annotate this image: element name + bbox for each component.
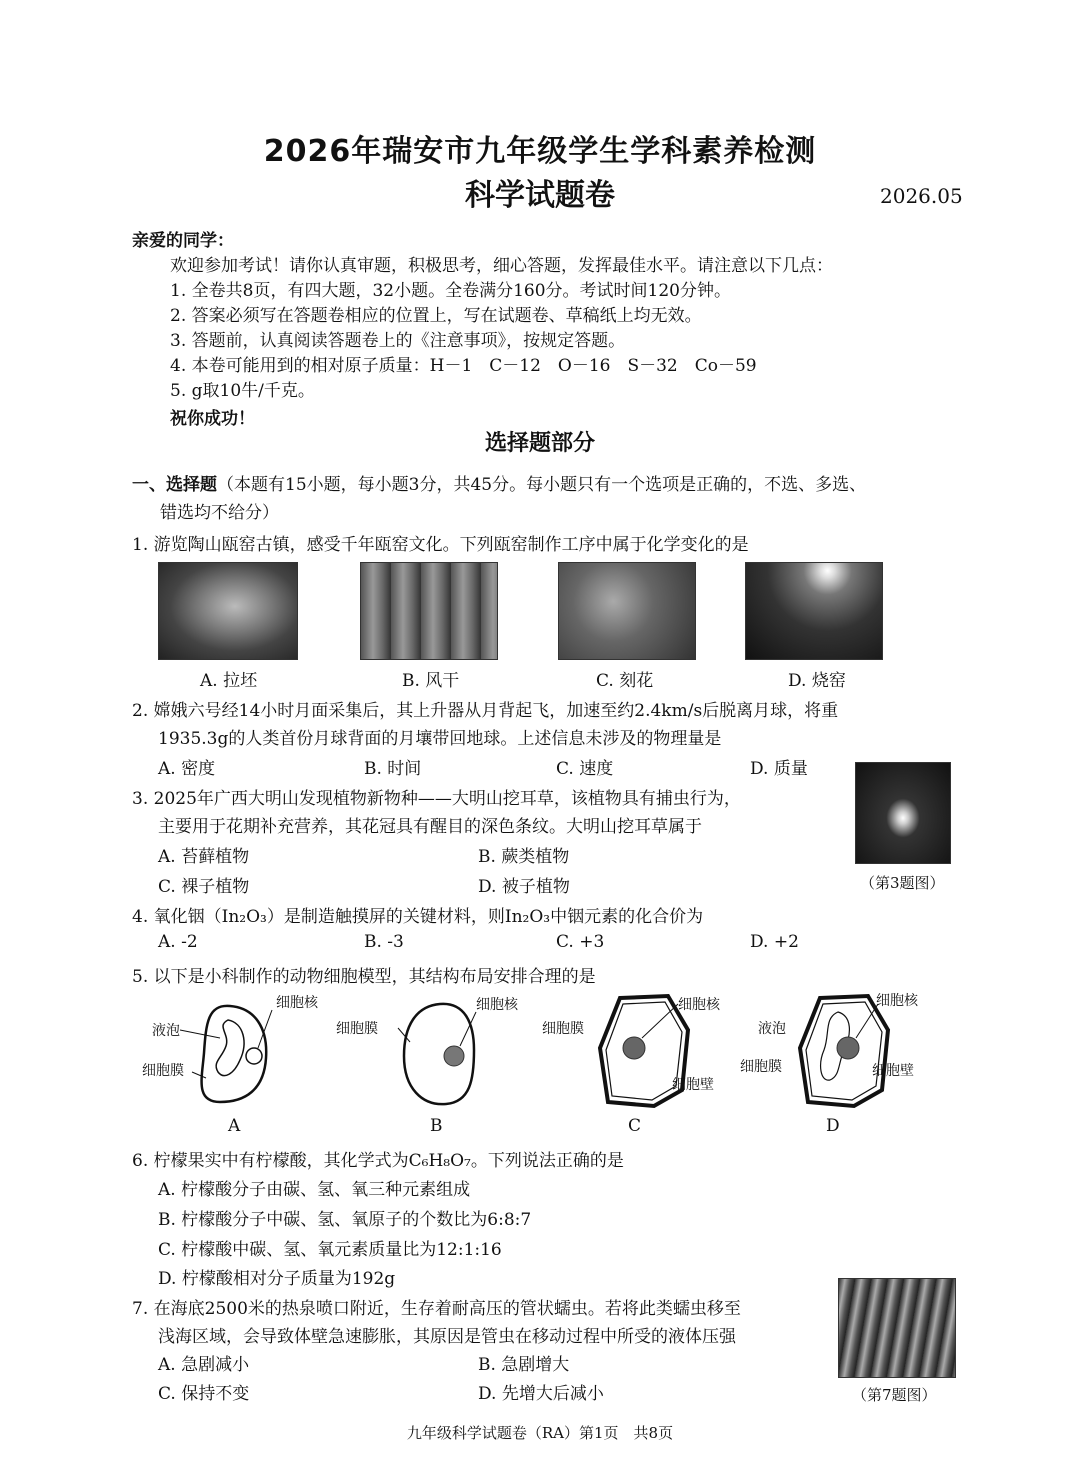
q2-stem-1: 2. 嫦娥六号经14小时月面采集后，其上升器从月背起飞，加速至约2.4km/s后脱离月球，将重 — [132, 701, 839, 721]
q1-photo-c — [558, 562, 696, 660]
q7-option-d: D. 先增大后减小 — [478, 1384, 604, 1404]
q4-stem: 4. 氧化铟（In₂O₃）是制造触摸屏的关键材料，则In₂O₃中铟元素的化合价为 — [132, 907, 704, 927]
q6-option-c: C. 柠檬酸中碳、氢、氧元素质量比为12:1:16 — [158, 1240, 502, 1260]
q7-option-a: A. 急剧减小 — [158, 1355, 250, 1375]
part1-desc-cont: 错选均不给分） — [160, 503, 279, 523]
note-4: 4. 本卷可能用到的相对原子质量：H－1 C－12 O－16 S－32 Co－59 — [170, 356, 757, 376]
q4-option-a: A. -2 — [158, 932, 198, 952]
q3-figure-caption: （第3题图） — [860, 874, 945, 892]
q1-photo-d — [745, 562, 883, 660]
q2-stem-2: 1935.3g的人类首份月球背面的月壤带回地球。上述信息未涉及的物理量是 — [158, 729, 722, 749]
part1-desc: （本题有15小题，每小题3分，共45分。每小题只有一个选项是正确的，不选、多选、 — [217, 475, 867, 495]
page-footer: 九年级科学试题卷（RA）第1页 共8页 — [406, 1424, 674, 1442]
q1-photo-a — [158, 562, 298, 660]
q5-b-label-membrane: 细胞膜 — [336, 1021, 378, 1037]
q5-d-label-wall: 细胞壁 — [872, 1063, 914, 1079]
q5-option-a: A — [228, 1116, 241, 1136]
q6-stem: 6. 柠檬果实中有柠檬酸，其化学式为C₆H₈O₇。下列说法正确的是 — [132, 1151, 624, 1171]
q6-option-b: B. 柠檬酸分子中碳、氢、氧原子的个数比为6:8:7 — [158, 1210, 532, 1230]
q2-option-d: D. 质量 — [750, 759, 808, 779]
q3-stem-2: 主要用于花期补充营养，其花冠具有醒目的深色条纹。大明山挖耳草属于 — [158, 817, 702, 837]
note-2: 2. 答案必须写在答题卷相应的位置上，写在试题卷、草稿纸上均无效。 — [170, 306, 702, 326]
q2-option-a: A. 密度 — [158, 759, 216, 779]
q1-option-a: A. 拉坯 — [200, 671, 258, 691]
intro-text: 欢迎参加考试！请你认真审题，积极思考，细心答题，发挥最佳水平。请注意以下几点： — [170, 256, 833, 276]
q5-a-label-membrane: 细胞膜 — [142, 1063, 184, 1079]
q2-option-c: C. 速度 — [556, 759, 614, 779]
q5-a-label-nucleus: 细胞核 — [276, 995, 318, 1011]
q5-d-label-nucleus: 细胞核 — [876, 993, 918, 1009]
q1-photo-b — [360, 562, 498, 660]
q5-cell-b-diagram — [390, 998, 510, 1110]
exam-subtitle: 科学试题卷 — [465, 178, 615, 213]
q5-c-label-membrane: 细胞膜 — [542, 1021, 584, 1037]
q5-a-label-vacuole: 液泡 — [152, 1023, 180, 1039]
q7-figure-photo — [838, 1278, 956, 1378]
part1-heading-row — [132, 470, 866, 495]
q5-option-c: C — [628, 1116, 642, 1136]
q5-option-b: B — [430, 1116, 443, 1136]
greeting: 亲爱的同学： — [132, 231, 234, 251]
note-5: 5. g取10牛/千克。 — [170, 381, 315, 401]
q3-option-b: B. 蕨类植物 — [478, 847, 570, 867]
q7-option-b: B. 急剧增大 — [478, 1355, 570, 1375]
q4-option-c: C. +3 — [556, 932, 605, 952]
q5-b-label-nucleus: 细胞核 — [476, 997, 518, 1013]
q2-option-b: B. 时间 — [364, 759, 422, 779]
q1-stem: 1. 游览陶山瓯窑古镇，感受千年瓯窑文化。下列瓯窑制作工序中属于化学变化的是 — [132, 535, 749, 555]
q7-stem-1: 7. 在海底2500米的热泉喷口附近，生存着耐高压的管状蠕虫。若将此类蠕虫移至 — [132, 1299, 741, 1319]
q7-figure-caption: （第7题图） — [852, 1386, 937, 1404]
q3-option-c: C. 裸子植物 — [158, 877, 250, 897]
q4-option-b: B. -3 — [364, 932, 404, 952]
q7-stem-2: 浅海区域，会导致体壁急速膨胀，其原因是管虫在移动过程中所受的液体压强 — [158, 1327, 736, 1347]
section-title: 选择题部分 — [484, 431, 595, 456]
q1-option-b: B. 风干 — [402, 671, 460, 691]
q5-stem: 5. 以下是小科制作的动物细胞模型，其结构布局安排合理的是 — [132, 967, 596, 987]
q1-option-d: D. 烧窑 — [788, 671, 846, 691]
q6-option-d: D. 柠檬酸相对分子质量为192g — [158, 1269, 396, 1289]
exam-title: 2026年瑞安市九年级学生学科素养检测 — [263, 134, 817, 169]
q3-option-a: A. 苔藓植物 — [158, 847, 250, 867]
q5-c-label-nucleus: 细胞核 — [678, 997, 720, 1013]
q3-figure-photo — [855, 762, 951, 864]
q5-c-label-wall: 细胞壁 — [672, 1077, 714, 1093]
note-1: 1. 全卷共8页，有四大题，32小题。全卷满分160分。考试时间120分钟。 — [170, 281, 731, 301]
q6-option-a: A. 柠檬酸分子由碳、氢、氧三种元素组成 — [158, 1180, 471, 1200]
q1-option-c: C. 刻花 — [596, 671, 654, 691]
part1-heading: 一、选择题 — [132, 475, 217, 495]
q3-option-d: D. 被子植物 — [478, 877, 570, 897]
wish-text: 祝你成功！ — [170, 409, 255, 429]
q5-d-label-vacuole: 液泡 — [758, 1021, 786, 1037]
q5-d-label-membrane: 细胞膜 — [740, 1059, 782, 1075]
note-3: 3. 答题前，认真阅读答题卷上的《注意事项》，按规定答题。 — [170, 331, 626, 351]
q7-option-c: C. 保持不变 — [158, 1384, 250, 1404]
q5-cell-a-diagram — [140, 998, 290, 1108]
q3-stem-1: 3. 2025年广西大明山发现植物新物种——大明山挖耳草，该植物具有捕虫行为， — [132, 789, 741, 809]
exam-date: 2026.05 — [880, 184, 963, 208]
q4-option-d: D. +2 — [750, 932, 799, 952]
q5-option-d: D — [826, 1116, 840, 1136]
